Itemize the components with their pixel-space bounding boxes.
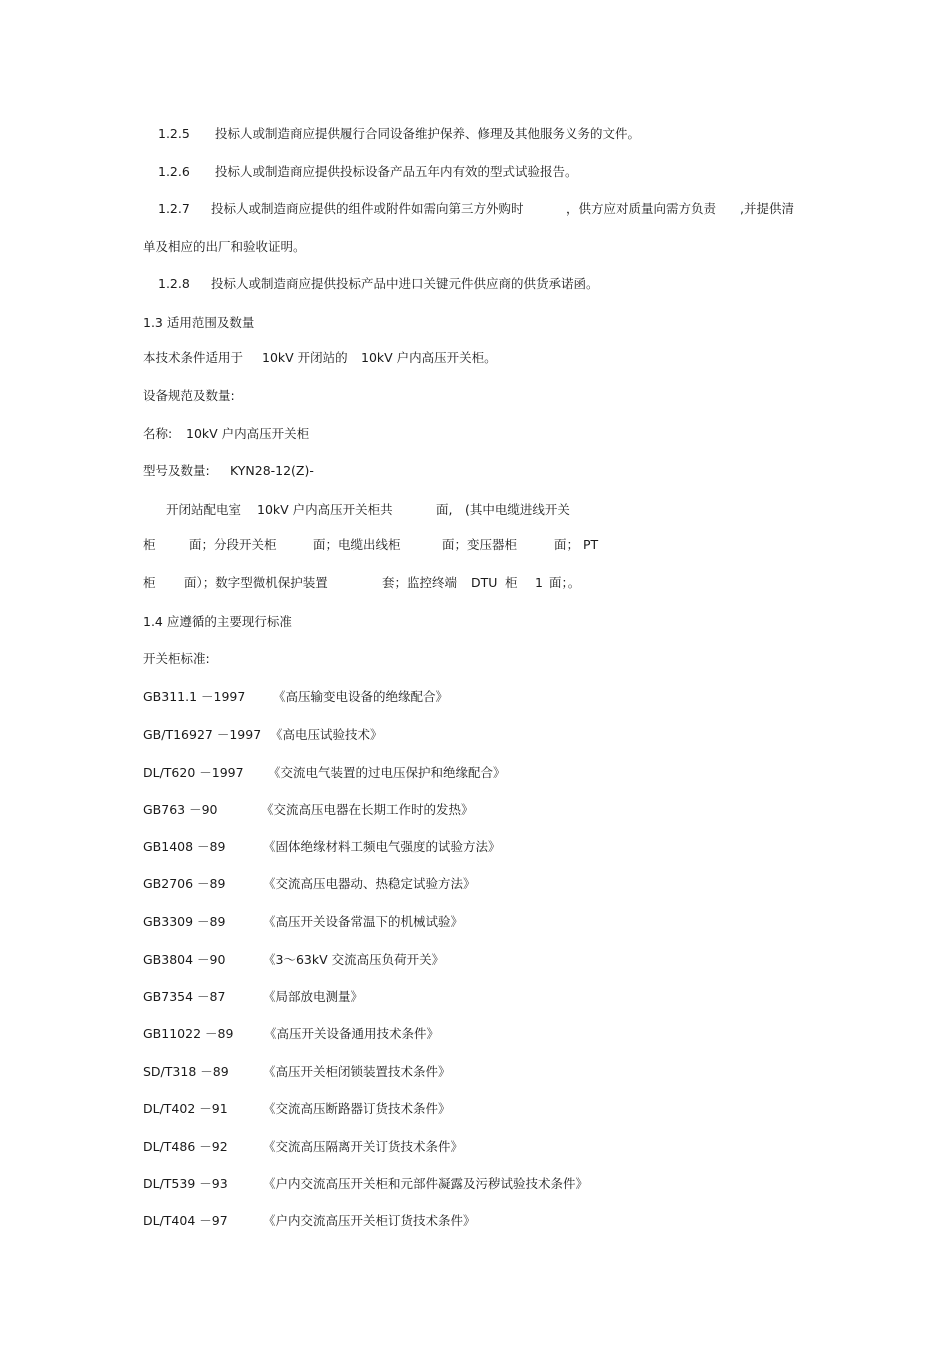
section-heading: 1.4 应遵循的主要现行标准 bbox=[143, 614, 292, 629]
standard-code: DL/T539 －93 bbox=[143, 1176, 228, 1191]
standard-title: 《3～63kV 交流高压负荷开关》 bbox=[263, 952, 445, 967]
standard-code: GB11022 －89 bbox=[143, 1026, 234, 1041]
clause-text: 投标人或制造商应提供投标产品中进口关键元件供应商的供货承诺函。 bbox=[211, 276, 599, 291]
applicability-text-b: 10kV 开闭站的 bbox=[262, 350, 348, 365]
quantity-text-d: (其中电缆进线开关 bbox=[465, 502, 570, 517]
standard-code: GB311.1 －1997 bbox=[143, 689, 246, 704]
quantity-text-c: 面, bbox=[436, 502, 453, 517]
standard-title: 《高压开关柜闭锁装置技术条件》 bbox=[263, 1064, 451, 1079]
model-value: KYN28-12(Z)- bbox=[230, 463, 314, 478]
clause-number: 1.2.5 bbox=[158, 126, 190, 141]
clause-number: 1.2.8 bbox=[158, 276, 190, 291]
standard-code: GB1408 －89 bbox=[143, 839, 226, 854]
standard-code: DL/T404 －97 bbox=[143, 1213, 228, 1228]
quantity-text-e: 面； bbox=[554, 537, 580, 552]
clause-text-part-b: ，供方应对质量向需方负责 bbox=[566, 201, 717, 216]
standard-code: SD/T318 －89 bbox=[143, 1064, 229, 1079]
quantity-text-e: 柜 bbox=[505, 575, 518, 590]
standard-code: DL/T620 －1997 bbox=[143, 765, 244, 780]
quantity-text-a: 柜 bbox=[143, 537, 156, 552]
standard-code: GB3309 －89 bbox=[143, 914, 226, 929]
equipment-name-label: 名称: bbox=[143, 426, 173, 441]
quantity-text-b: 面；分段开关柜 bbox=[189, 537, 277, 552]
standard-title: 《户内交流高压开关柜和元部件凝露及污秽试验技术条件》 bbox=[263, 1176, 589, 1191]
standard-code: GB3804 －90 bbox=[143, 952, 226, 967]
quantity-text-d: DTU bbox=[471, 575, 498, 590]
standard-title: 《交流电气装置的过电压保护和绝缘配合》 bbox=[268, 765, 506, 780]
quantity-text-f: PT bbox=[583, 537, 599, 552]
clause-number: 1.2.6 bbox=[158, 164, 190, 179]
spec-label: 设备规范及数量: bbox=[143, 388, 235, 403]
standard-title: 《交流高压电器在长期工作时的发热》 bbox=[261, 802, 474, 817]
standard-title: 《交流高压隔离开关订货技术条件》 bbox=[263, 1139, 464, 1154]
standard-title: 《交流高压电器动、热稳定试验方法》 bbox=[263, 876, 476, 891]
standard-code: GB2706 －89 bbox=[143, 876, 226, 891]
standard-code: GB/T16927 －1997 bbox=[143, 727, 262, 742]
section-heading: 1.3 适用范围及数量 bbox=[143, 315, 255, 330]
standard-title: 《固体绝缘材料工频电气强度的试验方法》 bbox=[263, 839, 501, 854]
standard-title: 《局部放电测量》 bbox=[263, 989, 364, 1004]
quantity-text-b: 面）；数字型微机保护装置 bbox=[184, 575, 328, 590]
applicability-text-c: 10kV 户内高压开关柜。 bbox=[361, 350, 497, 365]
clause-text: 投标人或制造商应提供履行合同设备维护保养、修理及其他服务义务的文件。 bbox=[215, 126, 641, 141]
standard-code: GB763 －90 bbox=[143, 802, 218, 817]
standard-title: 《高电压试验技术》 bbox=[270, 727, 383, 742]
clause-text-part-c: ,并提供清 bbox=[740, 201, 794, 216]
quantity-text-a: 柜 bbox=[143, 575, 156, 590]
equipment-name-value: 10kV 户内高压开关柜 bbox=[186, 426, 310, 441]
clause-number: 1.2.7 bbox=[158, 201, 190, 216]
standard-title: 《高压输变电设备的绝缘配合》 bbox=[273, 689, 449, 704]
applicability-text-a: 本技术条件适用于 bbox=[143, 350, 244, 365]
quantity-text-c: 面；电缆出线柜 bbox=[313, 537, 401, 552]
standard-code: DL/T486 －92 bbox=[143, 1139, 228, 1154]
standard-title: 《交流高压断路器订货技术条件》 bbox=[263, 1101, 451, 1116]
quantity-text-a: 开闭站配电室 bbox=[166, 502, 242, 517]
quantity-text-f: 1 bbox=[535, 575, 543, 590]
standard-title: 《高压开关设备通用技术条件》 bbox=[264, 1026, 440, 1041]
standard-title: 《户内交流高压开关柜订货技术条件》 bbox=[263, 1213, 476, 1228]
clause-text-part-a: 投标人或制造商应提供的组件或附件如需向第三方外购时 bbox=[211, 201, 524, 216]
standards-sub-label: 开关柜标准: bbox=[143, 651, 210, 666]
model-label: 型号及数量: bbox=[143, 463, 210, 478]
clause-text: 投标人或制造商应提供投标设备产品五年内有效的型式试验报告。 bbox=[215, 164, 578, 179]
quantity-text-d: 面；变压器柜 bbox=[442, 537, 518, 552]
quantity-text-b: 10kV 户内高压开关柜共 bbox=[257, 502, 393, 517]
standard-code: GB7354 －87 bbox=[143, 989, 226, 1004]
standard-code: DL/T402 －91 bbox=[143, 1101, 228, 1116]
clause-text-continuation: 单及相应的出厂和验收证明。 bbox=[143, 239, 306, 254]
quantity-text-c: 套；监控终端 bbox=[382, 575, 458, 590]
standard-title: 《高压开关设备常温下的机械试验》 bbox=[263, 914, 464, 929]
quantity-text-g: 面；。 bbox=[549, 575, 581, 590]
